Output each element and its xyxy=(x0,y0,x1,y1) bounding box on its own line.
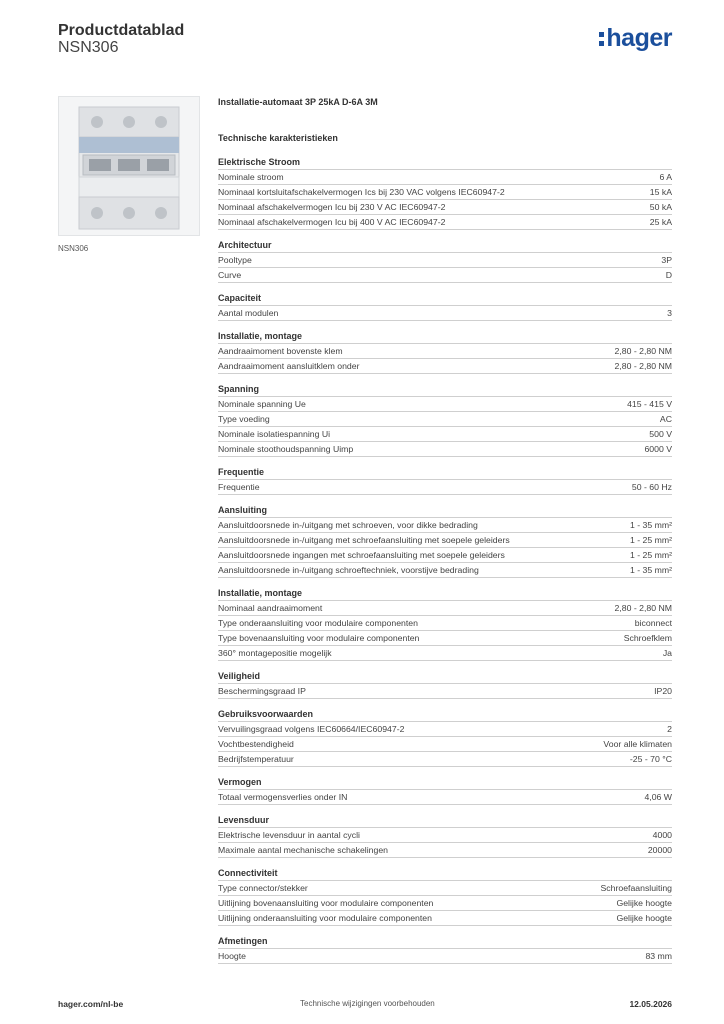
spec-row xyxy=(218,684,672,699)
spec-label: 360° montagepositie mogelijk xyxy=(218,648,332,658)
product-image xyxy=(58,96,200,236)
spec-label: Maximale aantal mechanische schakelingen xyxy=(218,845,388,855)
spec-value: 3P xyxy=(661,255,672,265)
characteristics-title: Technische karakteristieken xyxy=(218,133,338,143)
spec-row xyxy=(218,170,672,185)
spec-value: 1 - 35 mm² xyxy=(630,520,672,530)
spec-section xyxy=(218,465,672,495)
spec-section xyxy=(218,503,672,578)
spec-row xyxy=(218,427,672,442)
spec-label: Type voeding xyxy=(218,414,270,424)
section-title: Levensduur xyxy=(218,813,672,828)
spec-row xyxy=(218,616,672,631)
spec-row xyxy=(218,722,672,737)
spec-value: 25 kA xyxy=(649,217,672,227)
spec-row xyxy=(218,737,672,752)
spec-label: Beschermingsgraad IP xyxy=(218,686,306,696)
spec-value: -25 - 70 °C xyxy=(629,754,672,764)
section-title: Installatie, montage xyxy=(218,329,672,344)
spec-row xyxy=(218,480,672,495)
section-title: Installatie, montage xyxy=(218,586,672,601)
section-title: Aansluiting xyxy=(218,503,672,518)
spec-label: Bedrijfstemperatuur xyxy=(218,754,294,764)
spec-label: Nominaal afschakelvermogen Icu bij 400 V AC IEC60947-2 xyxy=(218,217,446,227)
spec-row xyxy=(218,344,672,359)
spec-label: Aandraaimoment bovenste klem xyxy=(218,346,343,356)
spec-label: Nominaal aandraaimoment xyxy=(218,603,323,613)
spec-section xyxy=(218,586,672,661)
spec-label: Nominale spanning Ue xyxy=(218,399,306,409)
spec-value: Schroefaansluiting xyxy=(600,883,672,893)
section-title: Frequentie xyxy=(218,465,672,480)
spec-value: 6000 V xyxy=(644,444,672,454)
spec-row xyxy=(218,601,672,616)
spec-sections xyxy=(218,155,672,964)
spec-value: 1 - 25 mm² xyxy=(630,535,672,545)
spec-value: Schroefklem xyxy=(623,633,672,643)
spec-section xyxy=(218,155,672,230)
spec-label: Aansluitdoorsnede ingangen met schroefaansluiting met soepele geleiders xyxy=(218,550,505,560)
spec-label: Uitlijning bovenaansluiting voor modulaire componenten xyxy=(218,898,434,908)
circuit-breaker-product-photo xyxy=(59,97,199,235)
spec-label: Vochtbestendigheid xyxy=(218,739,294,749)
spec-label: Pooltype xyxy=(218,255,252,265)
spec-label: Aansluitdoorsnede in-/uitgang met schroefaansluiting met soepele geleiders xyxy=(218,535,510,545)
page-title: Productdatablad xyxy=(58,22,185,39)
spec-section xyxy=(218,813,672,858)
spec-label: Totaal vermogensverlies onder IN xyxy=(218,792,348,802)
spec-row xyxy=(218,518,672,533)
section-title: Architectuur xyxy=(218,238,672,253)
spec-value: 1 - 35 mm² xyxy=(630,565,672,575)
spec-label: Frequentie xyxy=(218,482,260,492)
spec-value: IP20 xyxy=(654,686,672,696)
spec-section xyxy=(218,238,672,283)
spec-label: Aansluitdoorsnede in-/uitgang schroeftechniek, voorstijve bedrading xyxy=(218,565,479,575)
spec-value: Voor alle klimaten xyxy=(603,739,672,749)
spec-label: Nominaal kortsluitafschakelvermogen Ics bij 230 VAC volgens IEC60947-2 xyxy=(218,187,505,197)
spec-label: Nominale stoothoudspanning Uimp xyxy=(218,444,354,454)
spec-value: 50 - 60 Hz xyxy=(631,482,672,492)
section-title: Spanning xyxy=(218,382,672,397)
spec-section xyxy=(218,329,672,374)
spec-label: Nominaal afschakelvermogen Icu bij 230 V AC IEC60947-2 xyxy=(218,202,446,212)
section-title: Elektrische Stroom xyxy=(218,155,672,170)
spec-section xyxy=(218,707,672,767)
spec-value: Ja xyxy=(662,648,672,658)
footer-disclaimer: Technische wijzigingen voorbehouden xyxy=(300,999,435,1008)
spec-row xyxy=(218,253,672,268)
spec-row xyxy=(218,896,672,911)
section-title: Capaciteit xyxy=(218,291,672,306)
spec-value: 415 - 415 V xyxy=(627,399,672,409)
spec-value: 2 xyxy=(667,724,672,734)
spec-row xyxy=(218,828,672,843)
section-title: Veiligheid xyxy=(218,669,672,684)
spec-value: 2,80 - 2,80 NM xyxy=(614,361,672,371)
spec-row xyxy=(218,949,672,964)
spec-row xyxy=(218,412,672,427)
spec-label: Nominale isolatiespanning Ui xyxy=(218,429,331,439)
spec-label: Hoogte xyxy=(218,951,247,961)
spec-section xyxy=(218,291,672,321)
spec-row xyxy=(218,185,672,200)
spec-row xyxy=(218,533,672,548)
section-title: Gebruiksvoorwaarden xyxy=(218,707,672,722)
spec-label: Curve xyxy=(218,270,242,280)
spec-value: 1 - 25 mm² xyxy=(630,550,672,560)
spec-section xyxy=(218,775,672,805)
spec-row xyxy=(218,306,672,321)
spec-value: 6 A xyxy=(659,172,672,182)
spec-value: 4000 xyxy=(652,830,672,840)
spec-label: Aantal modulen xyxy=(218,308,279,318)
spec-value: 500 V xyxy=(649,429,672,439)
spec-row xyxy=(218,631,672,646)
spec-value: 15 kA xyxy=(649,187,672,197)
spec-row xyxy=(218,881,672,896)
spec-section xyxy=(218,866,672,926)
spec-label: Type bovenaansluiting voor modulaire componenten xyxy=(218,633,420,643)
spec-content xyxy=(218,96,672,972)
spec-label: Vervuilingsgraad volgens IEC60664/IEC60947-2 xyxy=(218,724,405,734)
spec-value: D xyxy=(665,270,672,280)
spec-row xyxy=(218,646,672,661)
spec-value: biconnect xyxy=(634,618,672,628)
spec-row xyxy=(218,843,672,858)
footer-date: 12.05.2026 xyxy=(629,999,672,1009)
spec-value: 2,80 - 2,80 NM xyxy=(614,346,672,356)
logo-dots-icon xyxy=(599,29,605,47)
image-caption: NSN306 xyxy=(58,244,89,253)
spec-section xyxy=(218,382,672,457)
spec-value: Gelijke hoogte xyxy=(616,898,672,908)
section-title: Connectiviteit xyxy=(218,866,672,881)
spec-section xyxy=(218,934,672,964)
spec-value: 83 mm xyxy=(645,951,672,961)
spec-value: 50 kA xyxy=(649,202,672,212)
spec-row xyxy=(218,397,672,412)
hager-logo xyxy=(599,24,672,53)
spec-value: AC xyxy=(659,414,672,424)
spec-value: Gelijke hoogte xyxy=(616,913,672,923)
spec-row xyxy=(218,268,672,283)
spec-row xyxy=(218,359,672,374)
spec-label: Type onderaansluiting voor modulaire componenten xyxy=(218,618,418,628)
spec-value: 3 xyxy=(667,308,672,318)
spec-label: Aandraaimoment aansluitklem onder xyxy=(218,361,360,371)
footer-url[interactable]: hager.com/nl-be xyxy=(58,999,124,1009)
spec-section xyxy=(218,669,672,699)
spec-value: 20000 xyxy=(647,845,672,855)
logo-text: hager xyxy=(606,24,672,52)
spec-row xyxy=(218,215,672,230)
spec-row xyxy=(218,790,672,805)
spec-row xyxy=(218,752,672,767)
spec-label: Elektrische levensduur in aantal cycli xyxy=(218,830,360,840)
product-code: NSN306 xyxy=(58,39,119,56)
spec-row xyxy=(218,548,672,563)
spec-label: Nominale stroom xyxy=(218,172,284,182)
spec-row xyxy=(218,563,672,578)
spec-label: Uitlijning onderaansluiting voor modulaire componenten xyxy=(218,913,432,923)
section-title: Afmetingen xyxy=(218,934,672,949)
spec-label: Aansluitdoorsnede in-/uitgang met schroeven, voor dikke bedrading xyxy=(218,520,478,530)
product-title: Installatie-automaat 3P 25kA D-6A 3M xyxy=(218,97,378,107)
spec-row xyxy=(218,911,672,926)
spec-value: 2,80 - 2,80 NM xyxy=(614,603,672,613)
spec-row xyxy=(218,200,672,215)
spec-label: Type connector/stekker xyxy=(218,883,308,893)
spec-row xyxy=(218,442,672,457)
section-title: Vermogen xyxy=(218,775,672,790)
spec-value: 4,06 W xyxy=(644,792,672,802)
